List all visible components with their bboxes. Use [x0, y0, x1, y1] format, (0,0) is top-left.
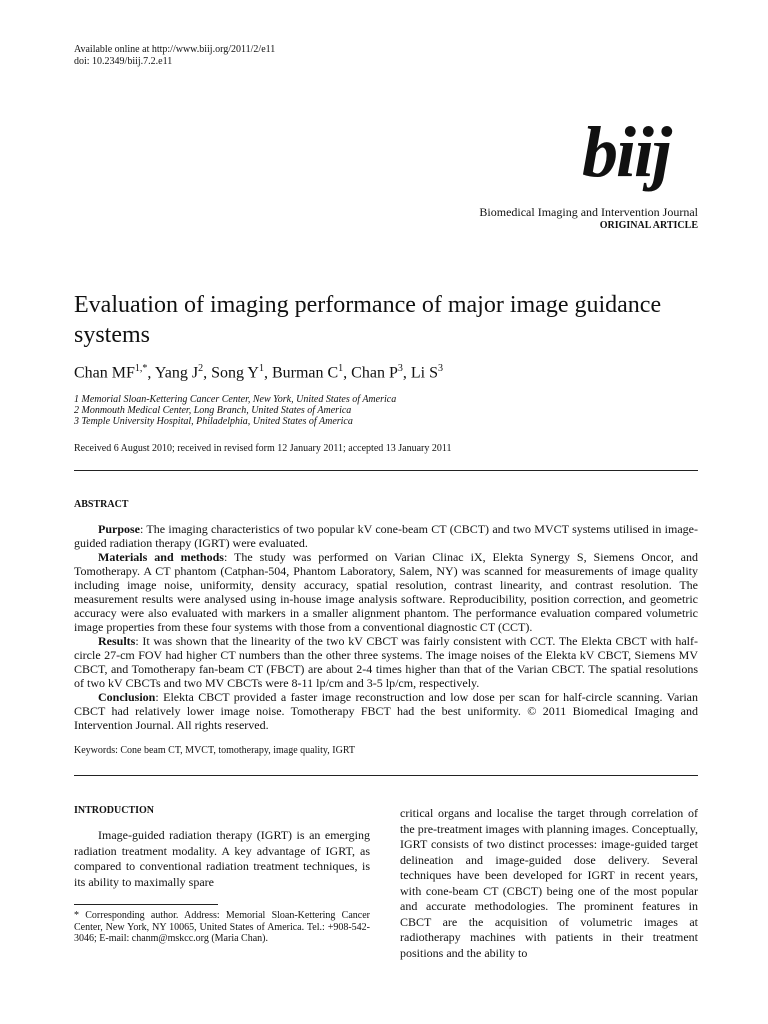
author-affiliation-sup: 3 — [437, 363, 443, 374]
author-name: Li S — [410, 364, 438, 382]
conclusion-label: Conclusion — [98, 690, 156, 704]
journal-block — [479, 205, 698, 233]
results-text: : It was shown that the linearity of the two kV CBCT was fairly consistent with CCT. The Elekta CBCT with half-circle 27-cm FOV had higher CT numbers than the other three systems. The image noises of the Elekta kV CBCT, Siemens MV CBCT, and Tomotherapy fan-beam CT (FBCT) are about 2-4 times higher than that of the Varian CBCT. The spatial resolutions of two kV CBCTs and two MV CBCTs were 8-11 lp/cm and 3-5 lp/cm, respectively. — [74, 634, 698, 690]
methods-text: : The study was performed on Varian Clinac iX, Elekta Synergy S, Siemens Oncor, and Tomotherapy. A CT phantom (Catphan-504, Phantom Laboratory, Salem, NY) was scanned for measurements of image quality including image noise, uniformity, density accuracy, spatial resolution, contrast linearity, and contrast resolution. The measurement results were analysed using in-house image analysis software. Reproducibility, position correction, and geometric accuracy were also evaluated with markers in a smaller alignment phantom. The performance evaluation compared volumetric image properties from these four systems with those from a conventional diagnostic CT (CCT). — [74, 550, 698, 634]
introduction-left-column — [74, 828, 370, 890]
author-name: Chan MF — [74, 364, 135, 382]
article-header-meta — [74, 44, 275, 68]
abstract-heading: ABSTRACT — [74, 499, 129, 510]
author-affiliation-sup: 1 — [258, 363, 264, 374]
author-affiliation-sup: 1, — [134, 363, 143, 374]
introduction-heading: INTRODUCTION — [74, 805, 155, 816]
author-sep: , — [263, 364, 272, 382]
author-affiliation-sup: 3 — [397, 363, 403, 374]
article-title: Evaluation of imaging performance of major image guidance systems — [74, 292, 662, 348]
introduction-right-column — [400, 806, 698, 961]
introduction-paragraph: Image-guided radiation therapy (IGRT) is an emerging radiation treatment modality. A key advantage of IGRT, as compared to conventional radiation treatment techniques, is its ability to maximally spare — [74, 828, 370, 889]
author-sep: , — [343, 364, 352, 382]
journal-logo: biij — [582, 112, 671, 192]
abstract-purpose — [74, 522, 698, 550]
purpose-label: Purpose — [98, 522, 140, 536]
author-name: Burman C — [271, 364, 339, 382]
corresponding-author-footnote: * Corresponding author. Address: Memorial Sloan-Kettering Cancer Center, New York, NY 10065, United States of America. Tel.: +908-542-3046; E-mail: chanm@mskcc.org (Maria Chan). — [74, 910, 370, 945]
article-type: ORIGINAL ARTICLE — [599, 220, 698, 231]
author-name: Chan P — [351, 364, 398, 382]
doi-text: doi: 10.2349/biij.7.2.e11 — [74, 56, 173, 67]
introduction-paragraph: critical organs and localise the target through correlation of the pre-treatment images with planning images. Conceptually, IGRT consists of two distinct processes: image-guided target delineation and image-guided dose delivery. Several techniques have been developed for IGRT in recent years, with cone-beam CT (CBCT) being one of the most popular and accurate methodologies. The prominent features in CBCT are the acquisition of volumetric images at radiotherapy machines with patients in their treatment positions and the ability to — [400, 806, 698, 960]
keywords: Keywords: Cone beam CT, MVCT, tomotherapy, image quality, IGRT — [74, 745, 356, 756]
author-affiliation-sup: 1 — [338, 363, 344, 374]
received-dates: Received 6 August 2010; received in revised form 12 January 2011; accepted 13 January 2011 — [74, 443, 452, 454]
divider — [74, 470, 698, 471]
author-name: Yang J — [154, 364, 199, 382]
author-name: Song Y — [211, 364, 259, 382]
abstract-body — [74, 522, 698, 732]
author-sep: , — [402, 364, 411, 382]
footnote-divider — [74, 904, 218, 905]
journal-name: Biomedical Imaging and Intervention Journal — [479, 205, 698, 219]
divider — [74, 775, 698, 776]
purpose-text: : The imaging characteristics of two popular kV cone-beam CT (CBCT) and two MVCT systems utilised in image-guided radiation therapy (IGRT) were evaluated. — [74, 522, 698, 550]
abstract-conclusion — [74, 690, 698, 732]
author-sep: , — [203, 364, 212, 382]
affiliations — [74, 394, 396, 427]
author-affiliation-sup: 2 — [198, 363, 204, 374]
affiliation-item: 3 Temple University Hospital, Philadelphia, United States of America — [74, 416, 353, 427]
corresponding-marker: * — [142, 363, 148, 374]
author-list — [74, 358, 443, 384]
abstract-results — [74, 634, 698, 690]
conclusion-text: : Elekta CBCT provided a faster image reconstruction and low dose per scan for half-circle scanning. Varian CBCT had relatively lower image noise. Tomotherapy FBCT had the best uniformity. © 2011 Biomedical Imaging and Intervention Journal. All rights reserved. — [74, 690, 698, 732]
author-sep: , — [147, 364, 155, 382]
available-online-text: Available online at http://www.biij.org/2011/2/e11 — [74, 44, 276, 55]
results-label: Results — [98, 634, 136, 648]
methods-label: Materials and methods — [98, 550, 224, 564]
affiliation-item: 1 Memorial Sloan-Kettering Cancer Center, New York, United States of America — [74, 394, 397, 405]
abstract-methods — [74, 550, 698, 634]
affiliation-item: 2 Monmouth Medical Center, Long Branch, United States of America — [74, 405, 352, 416]
